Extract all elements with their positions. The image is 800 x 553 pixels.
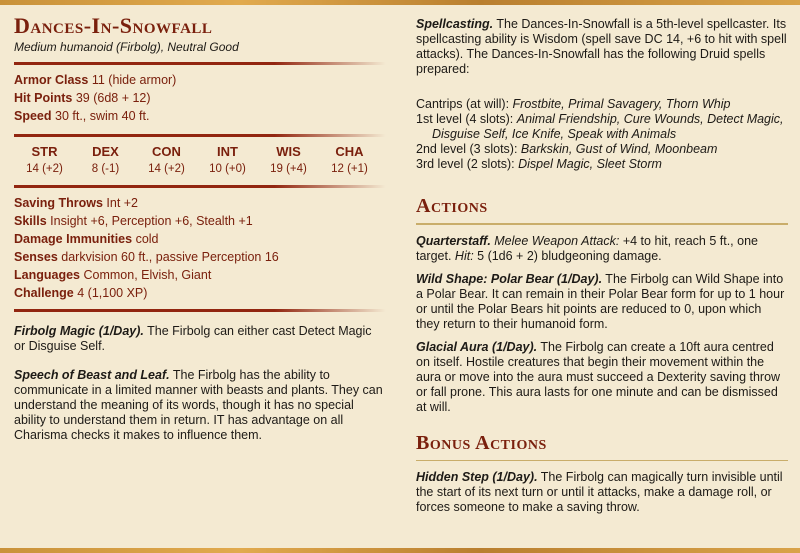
ability-str (14, 143, 75, 177)
damage-immunities-value: cold (135, 232, 159, 246)
ability-score: 14 (+2) (26, 163, 63, 175)
right-column (416, 14, 788, 523)
trait-name: Speech of Beast and Leaf. (14, 368, 170, 382)
ability-name: WIS (276, 144, 301, 159)
ability-score: 14 (+2) (148, 163, 185, 175)
action-text: The Firbolg can Wild Shape into a Polar Bear. It can remain in their Polar Bear form for up to 1 hour or until the Polar Bears hit points are reduced to 0, upon which they return to their humanoid form. (416, 271, 785, 331)
monster-name: Dances-In-Snowfall (14, 13, 213, 38)
skills (14, 212, 386, 230)
spell-list-level-1-continued (416, 127, 788, 142)
action-quarterstaff (416, 234, 788, 264)
trait-spellcasting (416, 17, 788, 77)
action-name: Wild Shape: Polar Bear (1/Day). (416, 271, 603, 286)
languages (14, 266, 386, 284)
challenge-value: 4 (1,100 XP) (77, 286, 148, 300)
attack-type: Melee Weapon Attack: (490, 233, 620, 248)
spell-names: Dispel Magic, Sleet Storm (518, 157, 662, 171)
action-text: +4 to hit, reach 5 ft., one target. (416, 233, 758, 263)
ability-name: INT (217, 144, 238, 159)
senses-value: darkvision 60 ft., passive Perception 16 (61, 250, 279, 264)
armor-class-label: Armor Class (14, 73, 89, 87)
trait-text: The Firbolg has the ability to communicate in a limited manner with beasts and plants. They can understand the meaning of its words, though it has no special ability to understand them in return. IT has advantage on all Charisma checks it makes to influence them. (14, 368, 383, 442)
ability-name: CON (152, 144, 181, 159)
speed (14, 107, 386, 125)
armor-class (14, 71, 386, 89)
ability-name: STR (31, 144, 58, 159)
languages-label: Languages (14, 268, 80, 282)
damage-immunities-label: Damage Immunities (14, 232, 133, 246)
monster-type: Medium humanoid (Firbolg), Neutral Good (14, 40, 239, 54)
trait-name: Firbolg Magic (1/Day). (14, 324, 144, 338)
spell-list-level-3 (416, 157, 788, 172)
hit-points-label: Hit Points (14, 91, 73, 105)
senses-label: Senses (14, 250, 58, 264)
hit-points (14, 89, 386, 107)
divider (14, 62, 386, 65)
saving-throws-value: Int +2 (106, 196, 139, 210)
trait-firbolg-magic (14, 324, 386, 354)
trait-text: The Dances-In-Snowfall is a 5th-level spellcaster. Its spellcasting ability is Wisdom (spell save DC 14, +6 to hit with spell attacks). The Dances-In-Snowfall has the following Druid spells prepared: (416, 17, 787, 76)
actions-heading: Actions (416, 195, 488, 217)
top-border (0, 0, 800, 5)
saving-throws (14, 194, 386, 212)
trait-text: The Firbolg can either cast Detect Magic or Disguise Self. (14, 324, 372, 353)
speed-label: Speed (14, 109, 52, 123)
action-name: Hidden Step (1/Day). (416, 470, 538, 484)
bottom-border (0, 548, 800, 553)
ability-con (136, 143, 197, 177)
spell-names: Animal Friendship, Cure Wounds, Detect Magic, (516, 112, 784, 126)
spell-level-label: Cantrips (at will): (416, 97, 513, 111)
action-name: Quarterstaff. (416, 233, 491, 248)
skills-label: Skills (14, 214, 47, 228)
spell-level-label: 1st level (4 slots): (416, 112, 517, 126)
action-name: Glacial Aura (1/Day). (416, 339, 538, 354)
ability-cha (319, 143, 380, 177)
spell-names: Barkskin, Gust of Wind, Moonbeam (520, 142, 718, 156)
spell-list-cantrips (416, 97, 788, 112)
ability-score: 19 (+4) (270, 163, 307, 175)
ability-wis (258, 143, 319, 177)
spell-names: Frostbite, Primal Savagery, Thorn Whip (512, 97, 731, 111)
ability-int (197, 143, 258, 177)
action-damage: 5 (1d6 + 2) bludgeoning damage. (473, 248, 662, 263)
speed-value: 30 ft., swim 40 ft. (55, 109, 150, 123)
challenge-label: Challenge (14, 286, 74, 300)
divider (14, 185, 386, 188)
ability-name: CHA (335, 144, 364, 159)
action-text: The Firbolg can create a 10ft aura centred on itself. Hostile creatures that begin their movement within the aura or move into the aura must succeed a Dexterity saving throw or fall prone. This aura lasts for one minute and can be dismissed at will. (416, 339, 781, 414)
spell-list-level-2 (416, 142, 788, 157)
saving-throws-label: Saving Throws (14, 196, 103, 210)
skills-value: Insight +6, Perception +6, Stealth +1 (50, 214, 253, 228)
languages-value: Common, Elvish, Giant (83, 268, 212, 282)
action-glacial-aura (416, 340, 788, 415)
bonus-action-hidden-step (416, 470, 788, 515)
armor-class-value: 11 (hide armor) (91, 73, 177, 87)
hit-points-value: 39 (6d8 + 12) (75, 91, 151, 105)
ability-score: 10 (+0) (209, 163, 246, 175)
action-wild-shape (416, 272, 788, 332)
action-text: The Firbolg can magically turn invisible until the start of its next turn or until it attacks, make a damage roll, or forces someone to make a saving throw. (416, 470, 783, 514)
hit-label: Hit: (454, 248, 474, 263)
spell-list-level-1 (416, 112, 788, 127)
damage-immunities (14, 230, 386, 248)
divider (14, 134, 386, 137)
bonus-actions-divider (416, 460, 788, 462)
ability-score: 12 (+1) (331, 163, 368, 175)
ability-scores (14, 143, 386, 177)
divider (14, 309, 386, 312)
challenge (14, 284, 386, 302)
ability-dex (75, 143, 136, 177)
ability-name: DEX (92, 144, 119, 159)
spell-level-label: 2nd level (3 slots): (416, 142, 521, 156)
ability-score: 8 (-1) (91, 163, 120, 175)
spell-level-label: 3rd level (2 slots): (416, 157, 519, 171)
trait-speech-of-beast-and-leaf (14, 368, 386, 443)
left-column (14, 14, 386, 451)
senses (14, 248, 386, 266)
actions-divider (416, 223, 788, 225)
spell-names: Disguise Self, Ice Knife, Speak with Animals (432, 127, 677, 141)
bonus-actions-heading: Bonus Actions (416, 431, 547, 454)
trait-name: Spellcasting. (416, 17, 494, 31)
